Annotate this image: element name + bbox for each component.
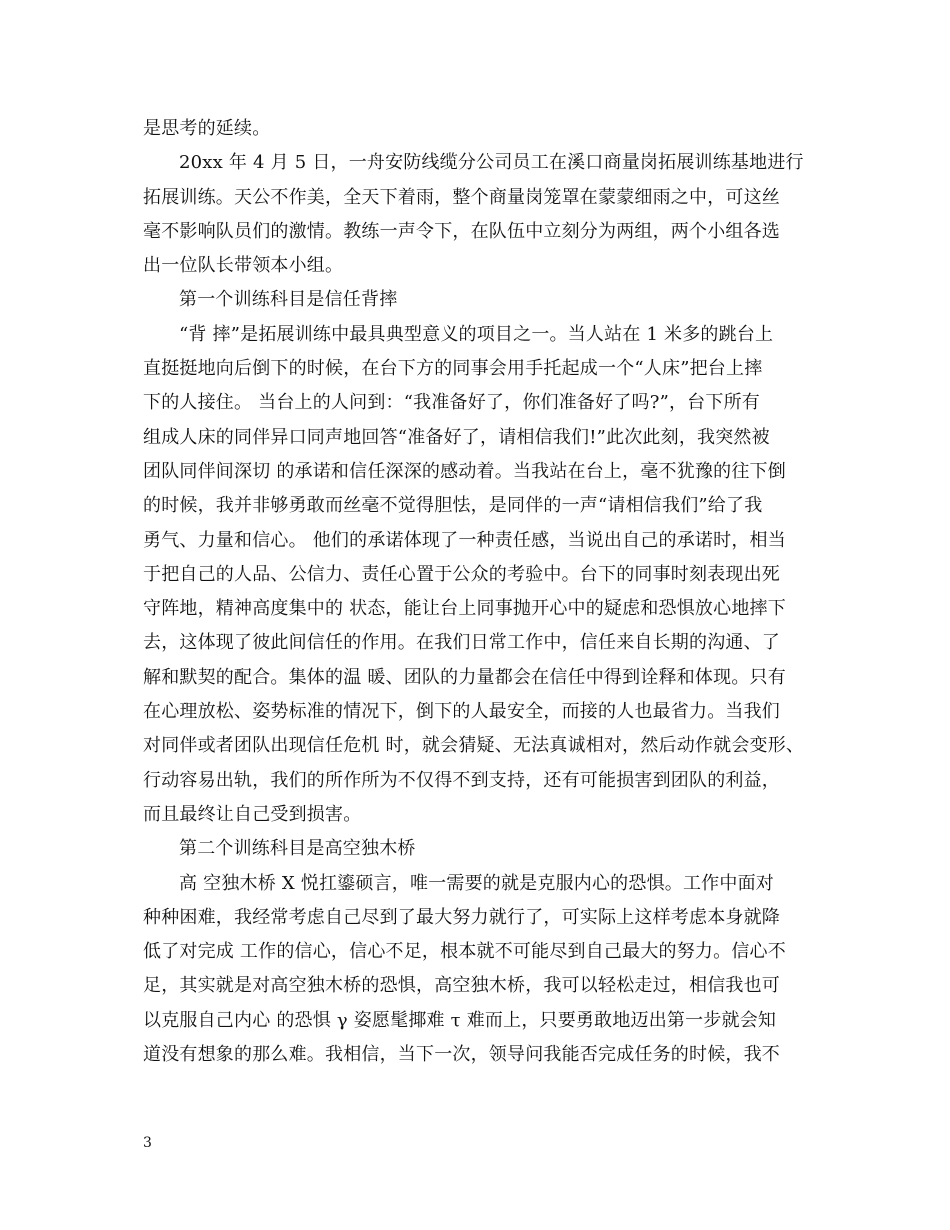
text-line: 高 空独木桥 X 悦扛鎏硕言，唯一需要的就是克服内心的恐惧。工作中面对 (179, 872, 774, 894)
text-line: 解和默契的配合。集体的温 暖、团队的力量都会在信任中得到诠释和体现。只有 (143, 666, 786, 688)
text-line: 勇气、力量和信心。 他们的承诺体现了一种责任感，当说出自己的承诺时，相当 (143, 529, 786, 551)
text-line: 道没有想象的那么难。我相信，当下一次，领导问我能否完成任务的时候，我不 (143, 1044, 780, 1066)
text-line: 20xx 年 4 月 5 日，一舟安防线缆分公司员工在溪口商量岗拓展训练基地进行 (179, 152, 804, 174)
text-line: 于把自己的人品、公信力、责任心置于公众的考验中。台下的同事时刻表现出死 (143, 563, 780, 585)
text-line: 以克服自己内心 的恐惧 γ 姿愿髦揶难 τ 难而上，只要勇敢地迈出第一步就会知 (143, 1009, 777, 1031)
text-line: 行动容易出轨，我们的所作所为不仅得不到支持，还有可能损害到团队的利益， (143, 769, 780, 791)
text-line: 团队同伴间深切 的承诺和信任深深的感动着。当我站在台上，毫不犹豫的往下倒 (143, 460, 786, 482)
text-line: 而且最终让自己受到损害。 (143, 803, 362, 825)
text-line: 守阵地，精神高度集中的 状态，能让台上同事抛开心中的疑虑和恐惧放心地摔下 (143, 598, 786, 620)
text-line: 种种困难，我经常考虑自己尽到了最大努力就行了，可实际上这样考虑本身就降 (143, 906, 780, 928)
text-line: 出一位队长带领本小组。 (143, 255, 344, 277)
section-heading: 第二个训练科目是高空独木桥 (179, 838, 416, 860)
text-line: 拓展训练。天公不作美，全天下着雨，整个商量岗笼罩在蒙蒙细雨之中，可这丝 (143, 186, 780, 208)
text-line: 去，这体现了彼此间信任的作用。在我们日常工作中，信任来自长期的沟通、了 (143, 632, 780, 654)
body-text (143, 112, 809, 1072)
text-line: 直挺挺地向后倒下的时候，在台下方的同事会用手托起成一个“人床”把台上摔 (143, 358, 763, 380)
text-line: 下的人接住。 当台上的人问到：“我准备好了，你们准备好了吗?”，台下所有 (143, 392, 760, 414)
page-number: 3 (143, 1135, 152, 1151)
text-line: 毫不影响队员们的激情。教练一声令下，在队伍中立刻分为两组，两个小组各选 (143, 220, 780, 242)
text-line: “背 摔”是拓展训练中最具典型意义的项目之一。当人站在 1 米多的跳台上 (179, 323, 774, 345)
text-line: 对同伴或者团队出现信任危机 时，就会猜疑、无法真诚相对，然后动作就会变形、 (143, 735, 805, 757)
text-line: 组成人床的同伴异口同声地回答“准备好了，请相信我们!”此次此刻，我突然被 (143, 426, 770, 448)
section-heading: 第一个训练科目是信任背摔 (179, 289, 398, 311)
text-line: 是思考的延续。 (143, 118, 271, 139)
text-line: 的时候，我并非够勇敢而丝毫不觉得胆怯，是同伴的一声“请相信我们”给了我 (143, 495, 763, 517)
text-line: 足，其实就是对高空独木桥的恐惧，高空独木桥，我可以轻松走过，相信我也可 (143, 975, 780, 997)
text-line: 在心理放松、姿势标准的情况下，倒下的人最安全，而接的人也最省力。当我们 (143, 701, 780, 723)
text-line: 低了对完成 工作的信心，信心不足，根本就不可能尽到自己最大的努力。信心不 (143, 941, 786, 963)
